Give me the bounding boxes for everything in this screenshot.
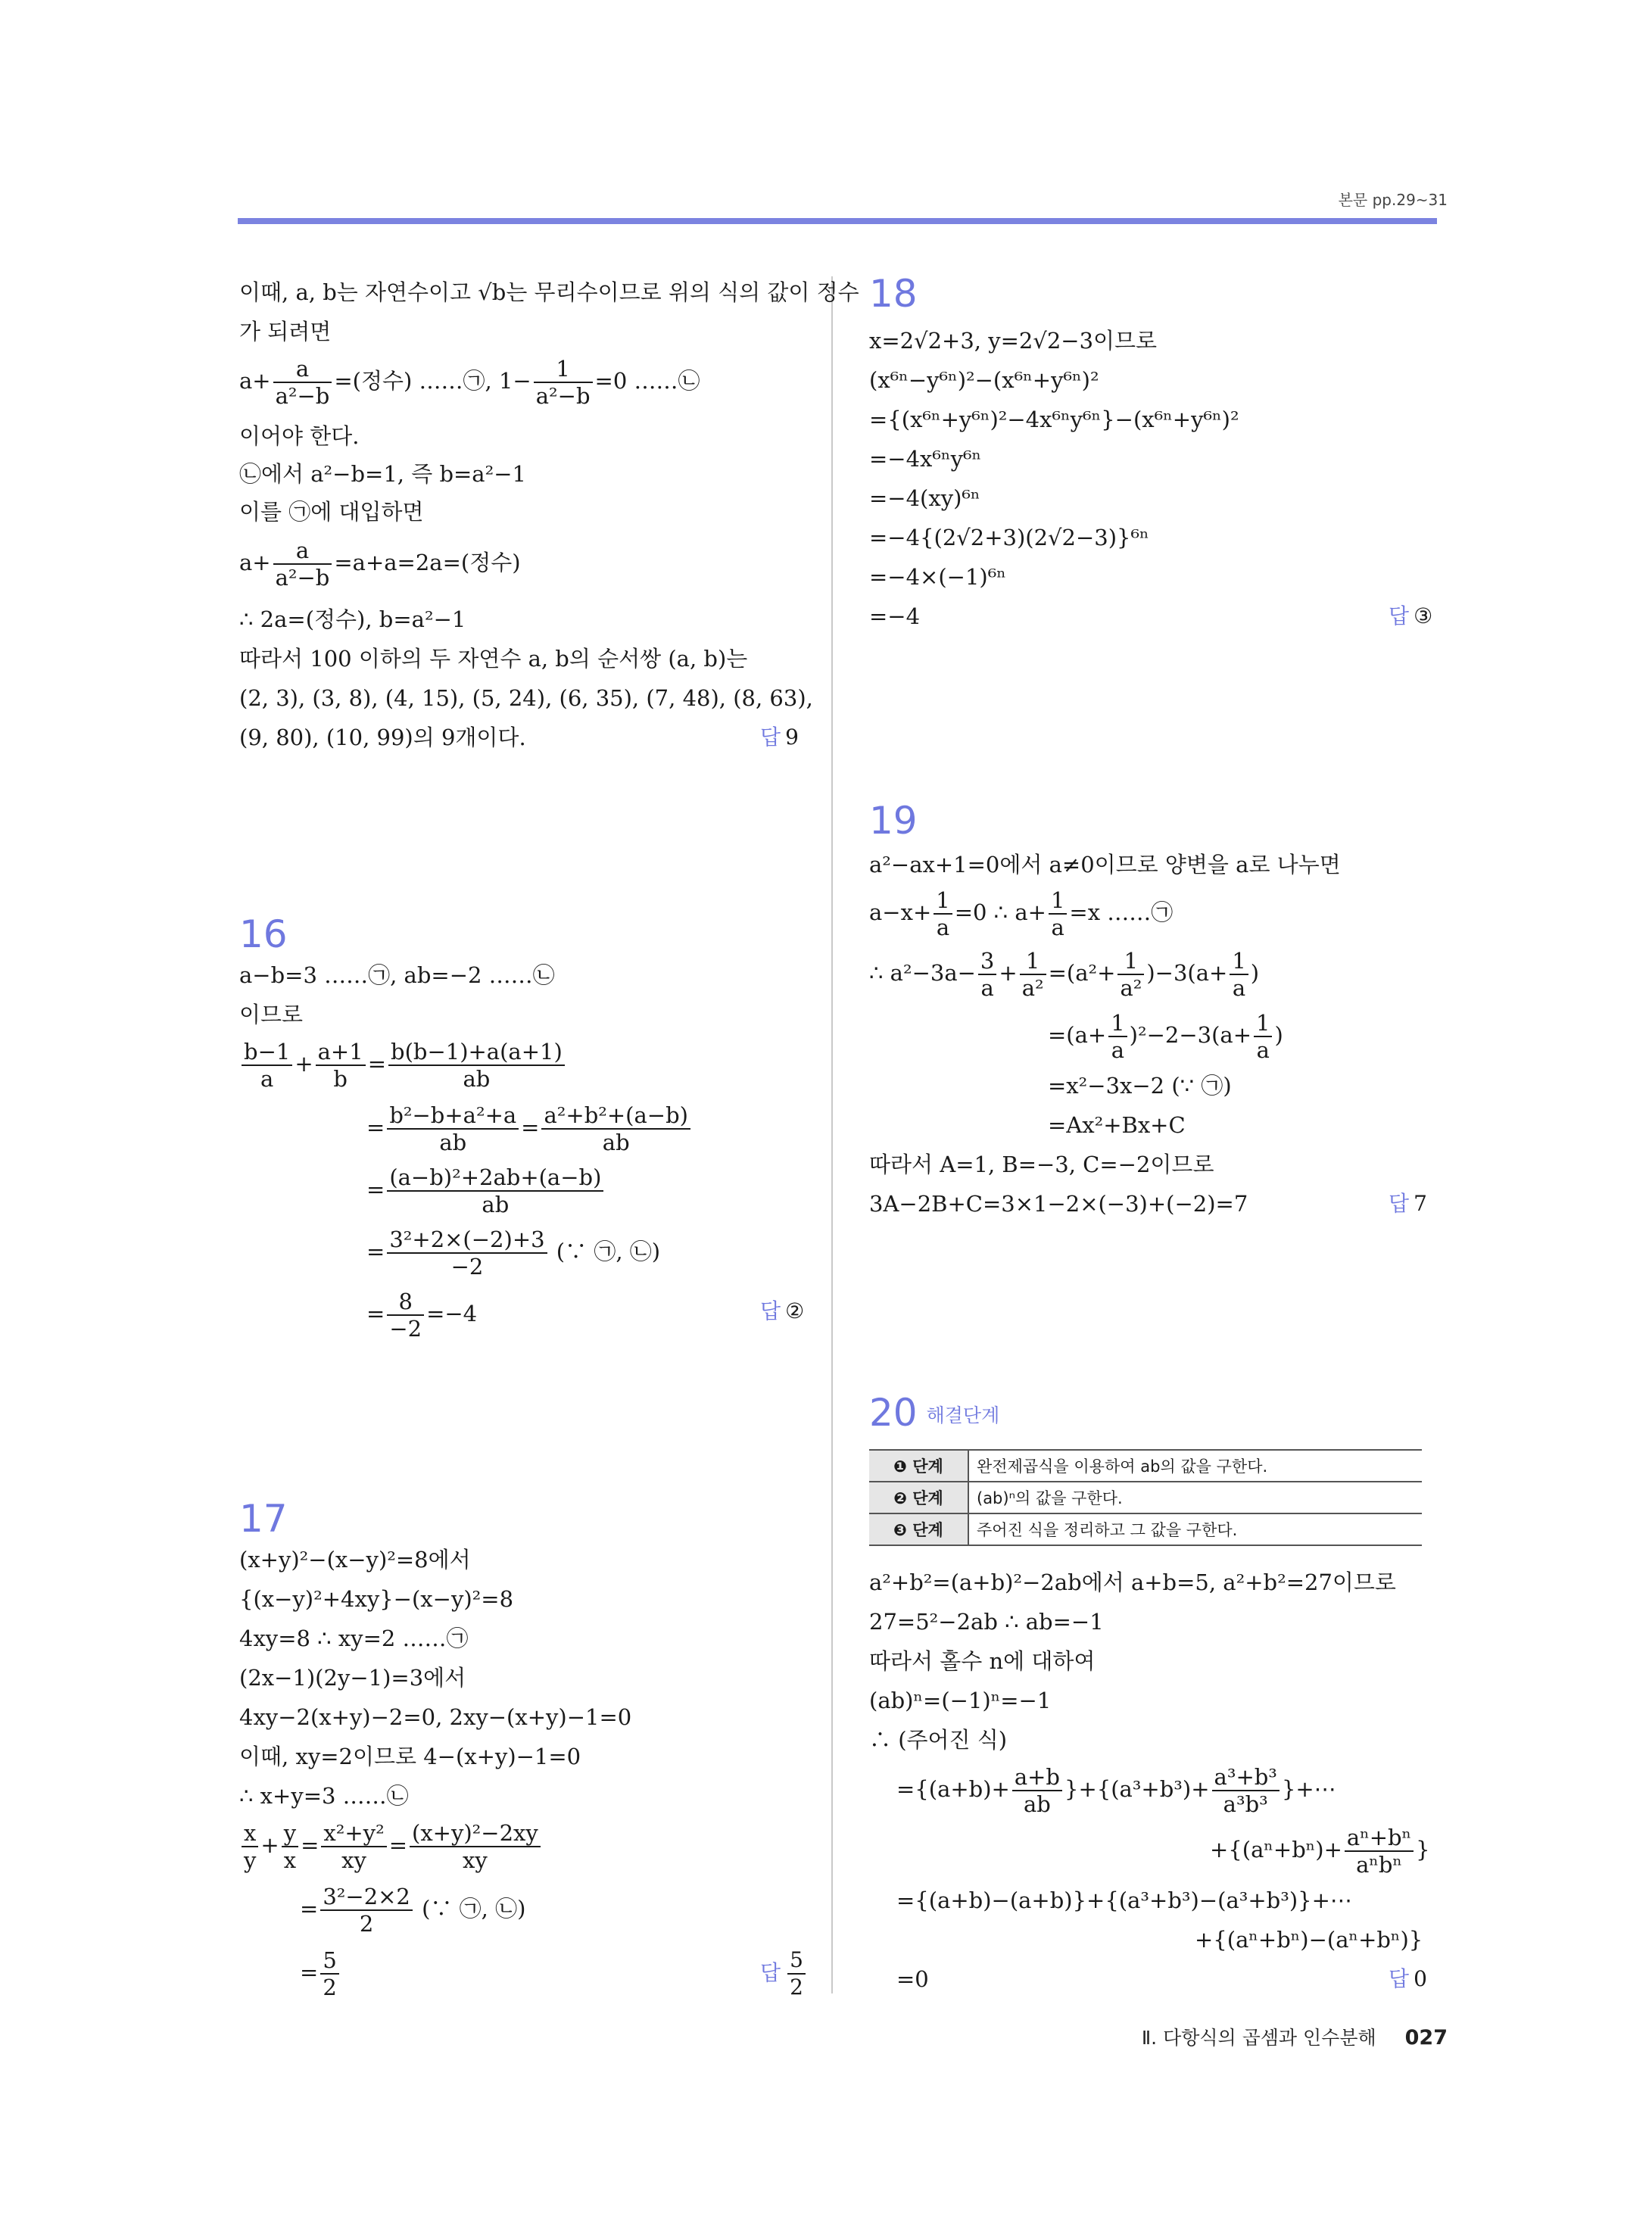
text-line: 이때, a, b는 자연수이고 √b는 무리수이므로 위의 식의 값이 정수: [239, 279, 859, 305]
fraction: $\frac{1}{\text{a²−b}}$: [534, 356, 593, 409]
text-line: 따라서 A=1, B=−3, C=−2이므로: [869, 1152, 1214, 1177]
text-line: 이때, xy=2이므로 4−(x+y)−1=0: [239, 1744, 581, 1769]
equation-line: = $\frac{\text{(a−b)²+2ab+(a−b)}}{ab}$: [366, 1164, 606, 1217]
page-footer: [1142, 2023, 1448, 2050]
text-line: 4xy=8 ∴ xy=2 ……㉠: [239, 1626, 469, 1651]
equation-line: = $\frac{\text{3²+2×(−2)+3}}{-2}$ (∵ ㉠, ㉡): [366, 1227, 661, 1280]
text-line: ={(a+b)−(a+b)}+{(a³+b³)−(a³+b³)}+⋯: [896, 1887, 1352, 1913]
problem-number: 19: [869, 799, 918, 843]
chapter-title: Ⅱ. 다항식의 곱셈과 인수분해: [1141, 2027, 1376, 2049]
text-line: x=2√2+3, y=2√2−3이므로: [869, 328, 1158, 354]
text-line: (x⁶ⁿ−y⁶ⁿ)²−(x⁶ⁿ+y⁶ⁿ)²: [869, 367, 1099, 393]
equation-line: = $\frac{\text{3²−2×2}}{2}$ (∵ ㉠, ㉡): [300, 1884, 526, 1937]
solution-steps-tag: 해결단계: [926, 1404, 1000, 1426]
expr: a+: [239, 368, 271, 394]
text-line: 가 되려면: [239, 319, 332, 344]
header-rule: [238, 218, 1437, 224]
problem-number: 18: [869, 272, 918, 316]
equation-line: =(a+ $\frac{1}{a}$ )²−2−3(a+ $\frac{1}{a}$ ): [1048, 1010, 1283, 1063]
text-line: (x+y)²−(x−y)²=8에서: [239, 1547, 471, 1573]
equation-line: = $\frac{\text{b²−b+a²+a}}{ab}$ = $\frac{\text{a²+b²+(a−b)}}{ab}$: [366, 1102, 693, 1155]
text-line: =−4{(2√2+3)(2√2−3)}⁶ⁿ: [869, 525, 1149, 550]
answer: 답 7: [1389, 1191, 1427, 1216]
text-line: 3A−2B+C=3×1−2×(−3)+(−2)=7: [869, 1191, 1248, 1217]
equation-line: +{(aⁿ+bⁿ)+ $\frac{\text{aⁿ+bⁿ}}{\text{aⁿbⁿ}}$ }: [1210, 1825, 1430, 1878]
answer: 답 ③: [1389, 603, 1433, 628]
text-line: a²−ax+1=0에서 a≠0이므로 양변을 a로 나누면: [869, 852, 1341, 877]
step-row: ❶ 단계 완전제곱식을 이용하여 ab의 값을 구한다.: [869, 1450, 1422, 1482]
text-line: =−4(xy)⁶ⁿ: [869, 485, 980, 511]
problem-number: 20 해결단계: [869, 1391, 1000, 1435]
expr: =(정수) ……㉠, 1−: [334, 368, 531, 394]
text-line: ={(x⁶ⁿ+y⁶ⁿ)²−4x⁶ⁿy⁶ⁿ}−(x⁶ⁿ+y⁶ⁿ)²: [869, 407, 1239, 432]
equation-line: ∴ a²−3a− $\frac{3}{a}$ + $\frac{1}{\text{a²}}$ =(a²+ $\frac{1}{\text{a²}}$ )−3(a+ $\frac{1}{a}$ ): [869, 948, 1260, 1001]
text-line: 따라서 100 이하의 두 자연수 a, b의 순서쌍 (a, b)는: [239, 646, 748, 672]
text-line: =−4×(−1)⁶ⁿ: [869, 564, 1006, 590]
equation-line: = $\frac{5}{2}$: [300, 1947, 341, 2000]
steps-table: [869, 1449, 1422, 1546]
text-line: (2, 3), (3, 8), (4, 15), (5, 24), (6, 35), (7, 48), (8, 63),: [239, 685, 813, 711]
text-line: {(x−y)²+4xy}−(x−y)²=8: [239, 1586, 514, 1612]
equation-line: [239, 356, 700, 409]
page-number: 027: [1404, 2026, 1448, 2050]
text-line: ∴ (주어진 식): [869, 1727, 1008, 1753]
page-reference: 본문 pp.29~31: [1338, 191, 1448, 209]
answer: 답 ②: [760, 1298, 805, 1323]
text-line: ㉡에서 a²−b=1, 즉 b=a²−1: [239, 461, 526, 487]
text-line: =x²−3x−2 (∵ ㉠): [1048, 1073, 1232, 1099]
text-line: =Ax²+Bx+C: [1048, 1112, 1186, 1138]
equation-line: $\frac{x}{y}$ + $\frac{y}{x}$ = $\frac{\text{x²+y²}}{xy}$ = $\frac{\text{(x+y)²−2xy}}{xy}$: [239, 1820, 543, 1873]
text-line: (ab)ⁿ=(−1)ⁿ=−1: [869, 1688, 1052, 1713]
text-line: =0: [896, 1966, 929, 1992]
text-line: 27=5²−2ab ∴ ab=−1: [869, 1609, 1104, 1635]
fraction: $\frac{a}{\text{a²−b}}$: [273, 538, 332, 591]
text-line: ∴ 2a=(정수), b=a²−1: [239, 606, 466, 632]
text-line: a²+b²=(a+b)²−2ab에서 a+b=5, a²+b²=27이므로: [869, 1569, 1396, 1595]
fraction: $\frac{a}{\text{a²−b}}$: [273, 356, 332, 409]
equation-line: ={(a+b)+ $\frac{a+b}{ab}$ }+{(a³+b³)+ $\frac{\text{a³+b³}}{\text{a³b³}}$ }+⋯: [896, 1764, 1336, 1817]
expr: =0 ……㉡: [594, 368, 700, 394]
equation-line: a−x+ $\frac{1}{a}$ =0 ∴ a+ $\frac{1}{a}$ =x ……㉠: [869, 887, 1174, 940]
equation-line: $\frac{b-1}{a}$ + $\frac{a+1}{b}$ = $\frac{b(b-1)+a(a+1)}{ab}$: [239, 1039, 567, 1092]
problem-number: 17: [239, 1497, 288, 1541]
text-line: =−4: [869, 603, 921, 629]
equation-line: a+ $\frac{a}{\text{a²−b}}$ =a+a=2a=(정수): [239, 538, 521, 591]
answer: 답 9: [760, 725, 799, 750]
answer: 답 $\frac{5}{2}$: [760, 1947, 808, 2000]
text-line: 이어야 한다.: [239, 423, 360, 449]
text-line: =−4x⁶ⁿy⁶ⁿ: [869, 446, 982, 472]
equation-line: = $\frac{8}{-2}$ =−4: [366, 1289, 478, 1342]
text-line: (9, 80), (10, 99)의 9개이다.: [239, 725, 526, 750]
text-line: 4xy−2(x+y)−2=0, 2xy−(x+y)−1=0: [239, 1704, 632, 1730]
text-line: ∴ x+y=3 ……㉡: [239, 1783, 409, 1809]
answer: 답 0: [1389, 1966, 1427, 1991]
text-line: (2x−1)(2y−1)=3에서: [239, 1665, 466, 1691]
problem-number: 16: [239, 912, 288, 956]
column-divider: [831, 276, 833, 1993]
text-line: 따라서 홀수 n에 대하여: [869, 1648, 1096, 1674]
step-row: ❷ 단계 (ab)ⁿ의 값을 구한다.: [869, 1482, 1422, 1513]
text-line: a−b=3 ……㉠, ab=−2 ……㉡: [239, 962, 555, 988]
text-line: 이를 ㉠에 대입하면: [239, 499, 424, 525]
step-row: ❸ 단계 주어진 식을 정리하고 그 값을 구한다.: [869, 1513, 1422, 1545]
text-line: 이므로: [239, 1002, 304, 1027]
text-line: +{(aⁿ+bⁿ)−(aⁿ+bⁿ)}: [1195, 1927, 1423, 1953]
